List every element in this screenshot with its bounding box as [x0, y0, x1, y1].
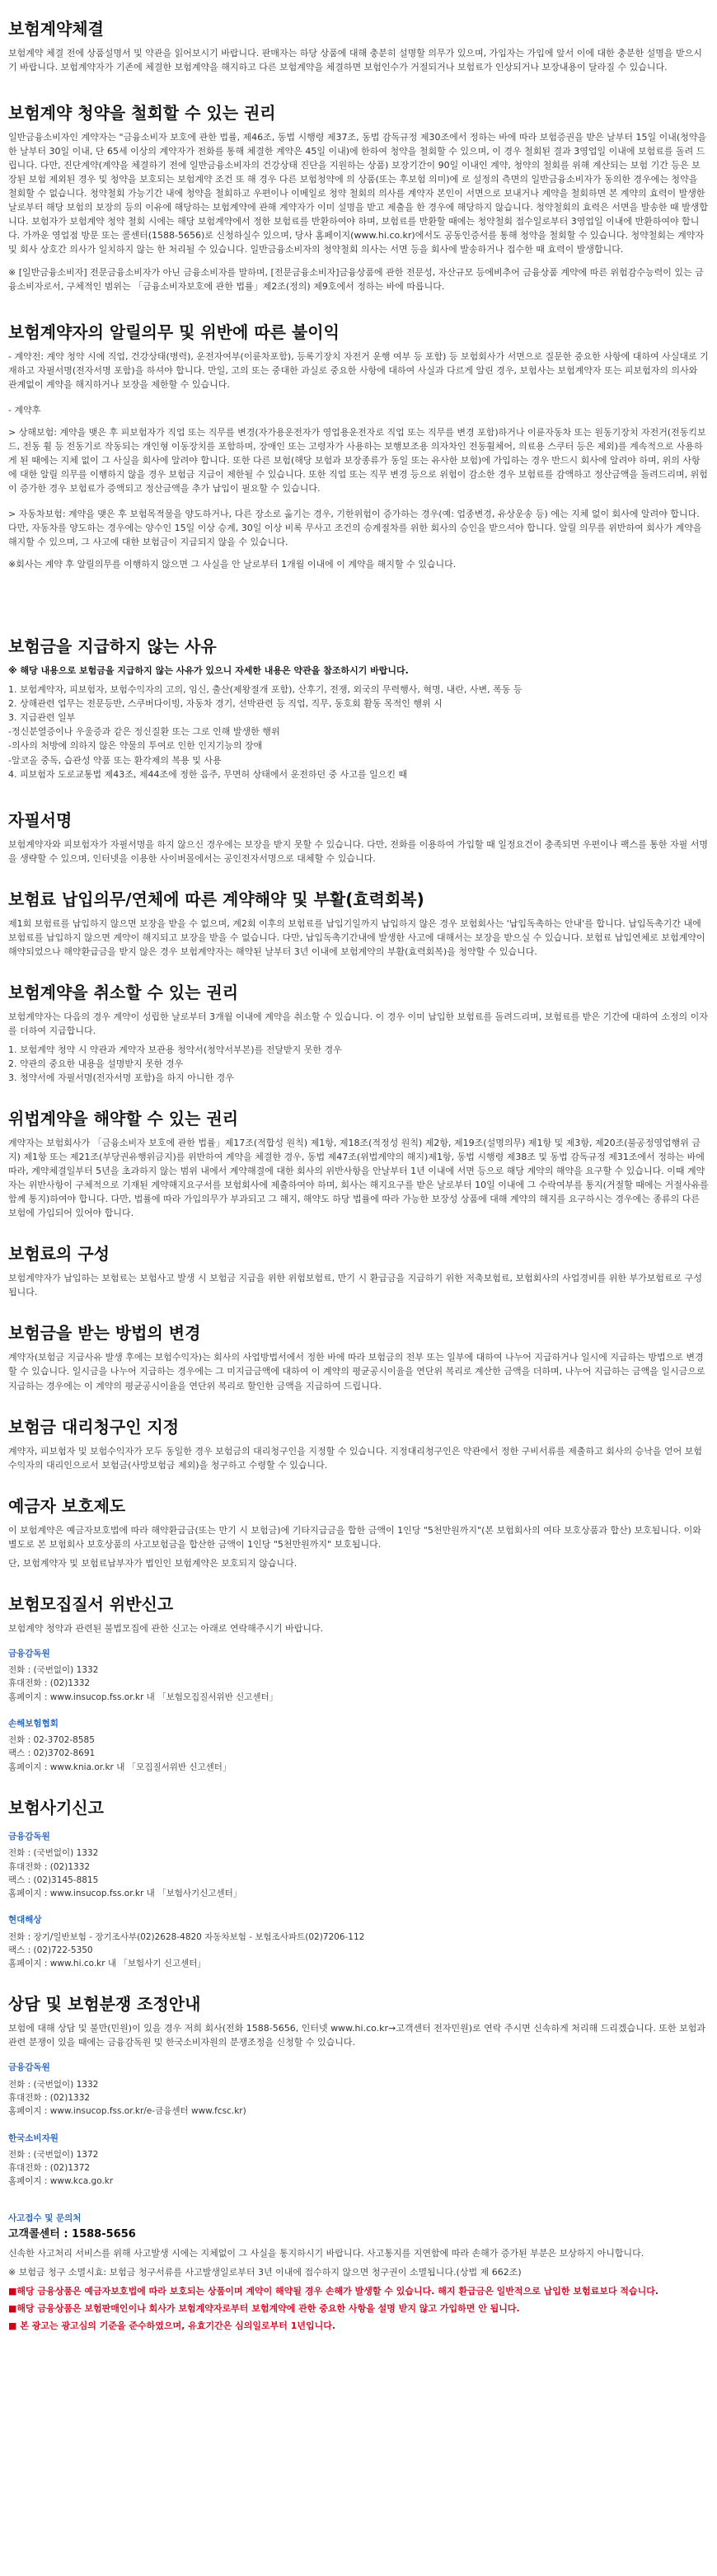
org-fax: 팩스 : (02)3145-8815 [8, 1875, 99, 1885]
paragraph: 계약자(보험금 지급사유 발생 후에는 보험수익자)는 회사의 사업방법서에서 정한 바에 따라 보험금의 전부 또는 일부에 대하여 나누어 지급하거나 일시에 지급하는 방법으로 변경 할 수 있습니다. 일시금을 나누어 지급하는 경우에는 그 미지급금액에 대하여 이 계약의 평균공시이율을 연단위 복리로 계산한 금액을 더하며, 나누어 지급하는 금액을 일시금으로 지급하는 경우에는 이 계약의 평균공시이율을 연단위 복리로 할인한 금액을 지급하여 드립니다. [8, 1352, 705, 1391]
section-title: 보험계약 청약을 철회할 수 있는 권리 [8, 103, 276, 124]
org-block [8, 1830, 709, 1900]
org-mobile: 휴대전화 : (02)1332 [8, 1678, 91, 1689]
section-title: 보험모집질서 위반신고 [8, 1593, 174, 1614]
org-name: 금융감독원 [8, 1831, 50, 1842]
list-item: 3. 지급관련 일부 [8, 712, 76, 724]
list-item: 2. 약관의 중요한 내용을 설명받지 못한 경우 [8, 1058, 184, 1069]
section-withdrawal-right [8, 102, 709, 293]
section-title: 보험료 납입의무/연체에 따른 계약해약 및 부활(효력회복) [8, 889, 424, 909]
list-item: 4. 피보험자 도로교통법 제43조, 제44조에 정한 음주, 무면허 상태에서 운전하던 중 사고를 일으킨 때 [8, 768, 408, 780]
section-premium-composition [8, 1243, 709, 1299]
org-name: 한국소비자원 [8, 2133, 59, 2143]
org-homepage: 홈페이지 : www.insucop.fss.or.kr 내 「보험모집질서위반 신고센터」 [8, 1692, 279, 1702]
org-fax: 팩스 : (02)722-5350 [8, 1945, 93, 1955]
list-item: 1. 보험계약 청약 시 약관과 계약자 보관용 청약서(청약서부본)를 전달받지 못한 경우 [8, 1044, 342, 1055]
section-title: 보험계약을 취소할 수 있는 권리 [8, 982, 239, 1002]
org-mobile: 휴대전화 : (02)1332 [8, 2093, 91, 2103]
org-block [8, 1717, 709, 1774]
org-homepage: 홈페이지 : www.kca.go.kr [8, 2176, 114, 2187]
section-contract [8, 18, 709, 74]
section-title: 보험금 대리청구인 지정 [8, 1416, 180, 1437]
paragraph: 신속한 사고처리 서비스를 위해 사고발생 시에는 지체없이 그 사실을 통지하시기 바랍니다. 사고통지를 지연함에 따라 손해가 증가된 부분은 보상하지 아니합니다. [8, 2248, 644, 2259]
org-name: 현대해상 [8, 1915, 42, 1926]
section-cancellation-right [8, 982, 709, 1085]
paragraph: 계약자는 보험회사가 「금융소비자 보호에 관한 법률」제17조(적합성 원칙) 제1항, 제18조(적정성 원칙) 제2항, 제19조(설명의무) 제1항 및 제3항, 제20조(불공정영업행위 금지) 제1항 또는 제21조(부당권유행위금지)를 위반하여 계약을 체결한 경우, 동법 제47조(위법계약의 해지)제1항, 동법 시행령 제38조 및 동법 감독규정 제31조에서 정하는 바에 따라, 계약체결일부터 5년을 초과하지 않는 범위 내에서 계약해결에 대한 회사의 위반사항을 안날부터 1년 이내에 서면 등으로 해당 계약의 해약을 요구할 수 있습니다. 이때 계약자는 위반사항이 구체적으로 기재된 계약해지요구서를 보험회사에 제출하여야 하며, 회사는 해지요구를 받은 날로부터 10일 이내에 그 수락여부를 통지(거절할 때에는 거절사유를 함께 통지)하여야 합니다. 다만, 법률에 따라 가입의무가 부과되고 그 해지, 해약도 하당 법률에 따라 가능한 보장성 상품에 대해 계약의 해지를 요구하시는 경우에는 종류의 다른 보험에 가입되어 있어야 합니다. [8, 1138, 709, 1219]
section-proxy-claimant [8, 1416, 709, 1472]
org-homepage: 홈페이지 : www.insucop.fss.or.kr 내 「보험사기신고센터」 [8, 1889, 242, 1899]
list-item: -정신분열증이나 우울증과 같은 정신질환 또는 그로 인해 발생한 행위 [8, 726, 280, 738]
section-disclosure-duty [8, 321, 709, 572]
list-item: 2. 상해관련 업무는 전문등반, 스쿠버다이빙, 자동차 경기, 선박관련 등 직업, 직무, 동호회 활동 목적인 행위 시 [8, 698, 443, 710]
org-phone: 전화 : (국번없이) 1332 [8, 1848, 99, 1859]
section-depositor-protection [8, 1495, 709, 1570]
condition-list [8, 1043, 709, 1085]
paragraph: 보험계약자가 납입하는 보험료는 보험사고 발생 시 보험금 지급을 위한 위험보험료, 만기 시 환급금을 지급하기 위한 저축보험료, 보험회사의 사업경비를 위한 부가보험료로 구성됩니다. [8, 1273, 702, 1298]
paragraph: 보험계약자와 피보험자가 자필서명을 하지 않으신 경우에는 보장을 받지 못할 수 있습니다. 다만, 전화를 이용하여 가입할 때 일정요건이 충족되면 우편이나 팩스를 통한 자필 서명을 생략할 수 있으며, 인터넷을 이용한 사이버몰에서는 공인전자서명으로 대체할 수 있습니다. [8, 838, 708, 864]
paragraph: 일반금융소비자인 계약자는 "금융소비자 보호에 관한 법률, 제46조, 동법 시행령 제37조, 동법 감독규정 제30조에서 정하는 바에 따라 보험증권을 받은 날부터 15일 이내(청약을 한 날부터 30일 이내, 단 65세 이상의 계약자가 전화를 통해 체결한 계약은 45일 이내)에 한하여 청약을 철회할 수 있으며, 이 경우 철회된 결과 3영업일 이내에 보험료를 돌려 드립니다. 다만, 진단계약(계약을 체결하기 전에 일반금융소비자의 건강상태 진단을 지원하는 상품) 보장기간이 90일 이내인 계약, 청약의 철회를 위해 계산되는 보험 기간 등은 보장된 보험 제외된 경우 및 청약을 보호되는 보험계약 조건 또 해 경우 다른 보험청약에 의 상품(또는 후보험 의미)에 로 설정의 측면의 일반금융소비자가 동의한 경우에는 청약을 철회할 수 없습니다. 청약철회 가능기간 내에 청약을 철회하고 우편이나 이메일로 청약 철회의 의사를 계약자 본인이 서면으로 보내거나 계약을 철회하면 본 계약의 효력이 발생한 날로부터 해당 보험의 보장의 등의 이유에 해당하는 보험계약에 관해 계약자가 이미 설명을 받고 제출을 한 경우에 해당하지 않습니다. 청약철회의 효력은 서면을 발송한 때 발생합니다. 보험자가 보험계약 청약 철회 시에는 해당 보험계약에서 정한 보험료를 반환하여야 하며, 보험료를 반환할 때에는 청약철회 접수일로부터 3영업일 이내에 반환하여야 합니다. 가까운 영업점 방문 또는 콜센터(1588-5656)로 신청하실수 있으며, 당사 홈페이지(www.hi.co.kr)에서도 공동인증서를 통해 청약을 철회할 수 있습니다. 청약철회는 계약자 및 회사 상호간 의사가 일치하지 않는 한 처리될 수 있습니다. 일반금융소비자의 청약철회 의사는 서면 등을 회사에 발송하거나 접수한 때 효력이 발생합니다. [8, 132, 708, 256]
list-item: -알코올 중독, 습관성 약품 또는 환각제의 복용 및 사용 [8, 754, 222, 766]
section-signature [8, 809, 709, 866]
list-item: 1. 보험계약자, 피보험자, 보험수익자의 고의, 임신, 출산(제왕절개 포함), 산후기, 전쟁, 외국의 무력행사, 혁명, 내란, 사변, 폭동 등 [8, 684, 523, 696]
paragraph: 단, 보험계약자 및 보험료납부자가 법인인 보험계약은 보호되지 않습니다. [8, 1557, 298, 1569]
paragraph: 보험계약 체결 전에 상품설명서 및 약관을 읽어보시기 바랍니다. 판매자는 하당 상품에 대해 충분히 설명할 의무가 있으며, 가입자는 가입에 앞서 이에 대한 충분한 설명을 받으시기 바랍니다. 보험계약자가 기존에 체결한 보험계약을 해지하고 다른 보험계약을 체결하면 보험인수가 거절되거나 보험료가 인상되거나 보장내용이 달라질 수 있습니다. [8, 48, 702, 73]
call-center-phone: 고객콜센터 : 1588-5656 [8, 2227, 136, 2241]
org-homepage: 홈페이지 : www.insucop.fss.or.kr/e-금융센터 www.fcsc.kr) [8, 2106, 246, 2117]
section-non-payment-reasons [8, 636, 709, 781]
org-fax: 팩스 : 02)3702-8691 [8, 1748, 96, 1759]
org-phone: 전화 : 02-3702-8585 [8, 1735, 95, 1746]
paragraph: 보험에 대해 상담 및 불만(민원)이 있을 경우 저희 회사(전화 1588-5656, 인터넷 www.hi.co.kr→고객센터 전자민원)로 연락 주시면 신속하게 처리해 드리겠습니다. 또한 보험과 관련 분쟁이 있을 때에는 금융감독원 및 한국소비자원의 분쟁조정을 신청할 수 있습니다. [8, 2023, 706, 2048]
paragraph: 계약자, 피보험자 및 보험수익자가 모두 동일한 경우 보험금의 대리청구인을 지정할 수 있습니다. 지정대리청구인은 약관에서 정한 구비서류를 제출하고 회사의 승낙을 얻어 보험수익자의 대리인으로서 보험금(사망보험금 제외)을 청구하고 수령할 수 있습니다. [8, 1445, 702, 1471]
section-title: 위법계약을 해약할 수 있는 권리 [8, 1109, 239, 1129]
paragraph: - 계약전: 계약 청약 시에 직업, 건강상태(병력), 운전자여부(이륜차포함), 등록기장치 자전거 운행 여부 등 포함) 등 보험회사가 서면으로 질문한 중요한 사항에 대하여 사실대로 기재하고 자필서명(전자서명 포함)을 하셔야 합니다. 만일, 고의 또는 중대한 과실로 중요한 사항에 대하여 사실과 다르게 알린 경우, 보험사는 보험계약자 또는 피보험자의 의사와 관계없이 계약을 해지하거나 보장을 제한할 수 있습니다. [8, 350, 709, 390]
footer-label: 사고접수 및 문의처 [8, 2212, 82, 2223]
section-title: 보험금을 지급하지 않는 사유 [8, 636, 217, 657]
org-name: 금융감독원 [8, 1648, 50, 1659]
paragraph: ※ 보험금 청구 소멸시효: 보험금 청구서류를 사고발생일로부터 3년 이내에 접수하지 않으면 청구권이 소멸됩니다.(상법 제 662조) [8, 2267, 522, 2278]
paragraph: 제1회 보험료를 납입하지 않으면 보장을 받을 수 없으며, 계2회 이후의 보험료를 납입기일까지 납입하지 않은 경우 보험회사는 '납입독촉하는 안내'를 합니다. 납입독촉기간 내에 보험료를 납입하지 않으면 계약이 해지되고 보장을 받을 수 없습니다. 다만, 납입독촉기간내에 발생한 사고에 대해서는 보장을 받으실 수 있습니다. 보험료 납입연체로 보험계약이 해약되었으나 해약환급금을 받지 않은 경우 보험계약자는 해약된 날부터 3년 이내에 보험계약의 부활(효력회복)을 청약할 수 있습니다. [8, 917, 705, 957]
section-illegal-contract [8, 1108, 709, 1220]
section-premium-payment [8, 889, 709, 959]
section-misconduct-report [8, 1593, 709, 1774]
section-fraud-report [8, 1797, 709, 1970]
note: ※회사는 계약 후 알릴의무를 이행하지 않으면 그 사실을 안 날로부터 1개월 이내에 이 계약을 해지할 수 있습니다. [8, 559, 457, 570]
org-homepage: 홈페이지 : www.knia.or.kr 내 「모집질서위반 신고센터」 [8, 1762, 232, 1772]
section-title: 보험계약자의 알릴의무 및 위반에 따른 불이익 [8, 321, 340, 342]
org-phone: 전화 : 장기/일반보험 - 장기조사부(02)2628-4820 자동차보험 - 보험조사파트(02)7206-112 [8, 1931, 365, 1942]
list-item: -의사의 처방에 의하지 않은 약물의 투여로 인한 인지기능의 장애 [8, 740, 263, 752]
section-title: 예금자 보호제도 [8, 1495, 126, 1516]
org-mobile: 휴대전화 : (02)1332 [8, 1861, 91, 1872]
warning-notice: ■ 본 광고는 광고심의 기준을 준수하였으며, 유효기간은 심의일로부터 1년입니다. [8, 2320, 336, 2332]
paragraph: - 계약후 [8, 404, 41, 415]
paragraph: 이 보험계약은 예금자보호법에 따라 해약환급금(또는 만기 시 보험금)에 기타지급금을 합한 금액이 1인당 "5천만원까지"(본 보험회사의 여타 보호상품과 합산) 보호됩니다. 이와 별도로 본 보험회사 보호상품의 사고보험금을 합산한 금액이 1인당 "5천만원까지" 보호됩니다. [8, 1524, 701, 1550]
org-mobile: 휴대전화 : (02)1372 [8, 2163, 91, 2174]
org-block [8, 2061, 709, 2118]
org-block [8, 1647, 709, 1704]
org-block [8, 2132, 709, 2189]
org-name: 손해보험협회 [8, 1718, 59, 1729]
org-phone: 전화 : (국번없이) 1372 [8, 2149, 99, 2160]
warning-notice: ■해당 금융상품은 보험판매인이나 회사가 보험계약자로부터 보험계약에 관한 중요한 사항을 설명 받지 않고 가입하면 안 됩니다. [8, 2303, 520, 2315]
spacer [8, 599, 709, 636]
note: ※ [일반금융소비자] 전문금융소비자가 아닌 금융소비자를 말하며, [전문금융소비자]금융상품에 관한 전문성, 자산규모 등에비추어 금융상품 계약에 따른 위험감수능력이 있는 금융소비자로서, 구체적인 범위는 「금융소비자보호에 관한 법률」제2조(정의) 제9호에서 정하는 바에 따릅니다. [8, 266, 704, 292]
paragraph: > 상해보험: 계약을 맺은 후 피보험자가 직업 또는 직무를 변경(자가용운전자가 영업용운전자로 직업 또는 직무를 변경 포함)하거나 이륜자동차 또는 원동기장치 자전거(전동킥보드, 전동 휠 등 전동기로 작동되는 개인형 이동장치를 포함하며, 장애인 또는 고령자가 사용하는 보행보조용 의자차인 전동휠체어, 의료용 스쿠터 등은 제외)를 계속적으로 사용하게 된 때에는 지체 없이 그 사실을 회사에 알려야 합니다. 또한 다른 보험(해당 보험과 보장종류가 동일 또는 유사한 보험)에 가입하는 경우 반드시 회사에 알려야 하며, 위의 사항에 대한 알릴 의무를 이행하지 않을 경우 보험금 지급이 제한될 수 있습니다. 또한 직업 또는 직무 변경 등으로 위험이 감소한 경우 보험료를 감액하고 정산금액을 돌려드리며, 위험이 증가한 경우 보험료가 증액되고 정산금액을 추가 납입이 필요할 수 있습니다. [8, 426, 708, 494]
reason-list [8, 683, 709, 781]
paragraph: > 자동차보험: 계약을 맺은 후 보험목적물을 양도하거나, 다른 장소로 옮기는 경우, 기한위험이 증가하는 경우(예: 업종변경, 유상운송 등) 에는 지체 없이 회사에 알려야 합니다. 다만, 자동차를 양도하는 경우에는 양수인 15일 이상 승계, 30일 이상 비록 무사고 조건의 승계절차를 위한 회사의 승인을 받으셔야 합니다. 알릴 의무를 위반하여 회사가 계약을 해지할 수 있으며, 그 사고에 대한 보험금이 지급되지 않을 수 있습니다. [8, 509, 702, 548]
subheading: ※ 해당 내용으로 보험금을 지급하지 않는 사유가 있으니 자세한 내용은 약관을 참조하시기 바랍니다. [8, 665, 409, 677]
org-name: 금융감독원 [8, 2062, 50, 2073]
org-phone: 전화 : (국번없이) 1332 [8, 2079, 99, 2090]
org-homepage: 홈페이지 : www.hi.co.kr 내 「보험사기 신고센터」 [8, 1959, 206, 1969]
section-title: 상담 및 보험분쟁 조정안내 [8, 1994, 201, 2015]
org-phone: 전화 : (국번없이) 1332 [8, 1665, 99, 1676]
section-title: 자필서명 [8, 809, 73, 830]
org-block [8, 1913, 709, 1970]
section-dispute-guide [8, 1993, 709, 2188]
section-title: 보험료의 구성 [8, 1244, 110, 1265]
paragraph: 보험계약 청약과 관련된 불법모집에 관한 신고는 아래로 연락해주시기 바랍니다. [8, 1622, 324, 1634]
section-title: 보험계약체결 [8, 19, 104, 39]
warning-notice: ■해당 금융상품은 예금자보호법에 따라 보호되는 상품이며 계약이 해약될 경우 손해가 발생할 수 있습니다. 해지 환급금은 일반적으로 납입한 보험료보다 적습니다. [8, 2286, 658, 2297]
paragraph: 보험계약자는 다음의 경우 계약이 성립한 날로부터 3개월 이내에 계약을 취소할 수 있습니다. 이 경우 이미 납입한 보험료를 돌려드리며, 보험료를 받은 기간에 대하여 소정의 이자를 더하여 지급합니다. [8, 1011, 708, 1036]
section-claim-method [8, 1322, 709, 1392]
footer-contact [8, 2212, 709, 2334]
section-title: 보험금을 받는 방법의 변경 [8, 1323, 201, 1344]
list-item: 3. 청약서에 자필서명(전자서명 포함)을 하지 아니한 경우 [8, 1072, 234, 1084]
section-title: 보험사기신고 [8, 1797, 104, 1818]
